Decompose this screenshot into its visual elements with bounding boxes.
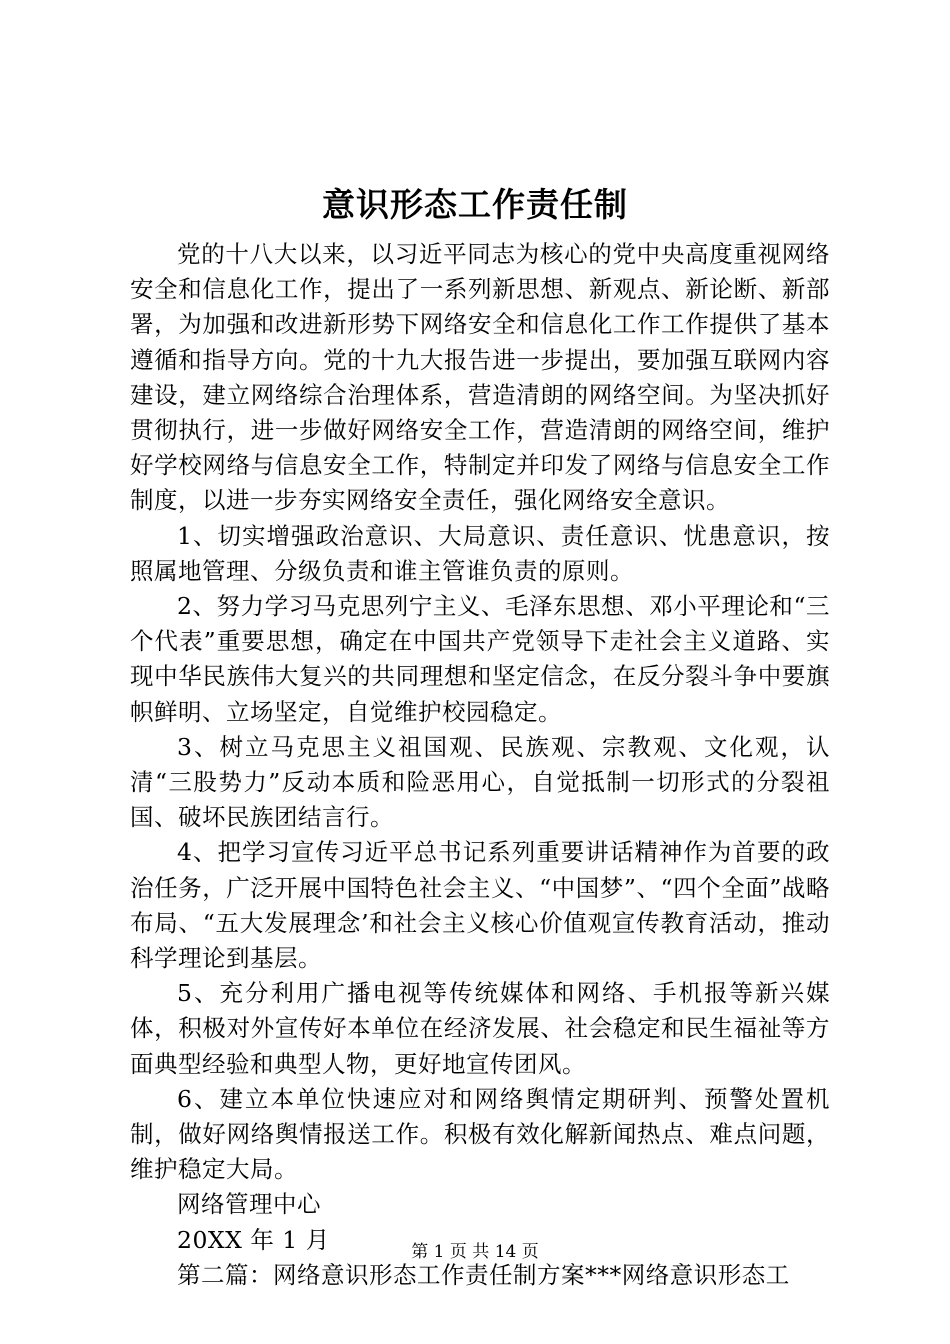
- next-section-heading: 第二篇：网络意识形态工作责任制方案***网络意识形态工: [177, 1260, 790, 1289]
- item-paragraph-5: 5、充分利用广播电视等传统媒体和网络、手机报等新兴媒体，积极对外宣传好本单位在经济发展、社会稳定和民生福祉等方面典型经验和典型人物，更好地宣传团风。: [130, 979, 830, 1078]
- date-line: 20XX 年 1 月: [177, 1225, 330, 1254]
- item-paragraph-1: 1、切实增强政治意识、大局意识、责任意识、忧患意识，按照属地管理、分级负责和谁主管谁负责的原则。: [130, 521, 830, 585]
- document-body: [130, 237, 830, 1293]
- item-paragraph-6: 6、建立本单位快速应对和网络舆情定期研判、预警处置机制，做好网络舆情报送工作。积极有效化解新闻热点、难点问题，维护稳定大局。: [130, 1084, 830, 1184]
- intro-paragraph: 党的十八大以来，以习近平同志为核心的党中央高度重视网络安全和信息化工作，提出了一系列新思想、新观点、新论断、新部署，为加强和改进新形势下网络安全和信息化工作工作提供了基本遵循和指导方向。党的十九大报告进一步提出，要加强互联网内容建设，建立网络综合治理体系，营造清朗的网络空间。为坚决抓好贯彻执行，进一步做好网络安全工作，营造清朗的网络空间，维护好学校网络与信息安全工作，特制定并印发了网络与信息安全工作制度，以进一步夯实网络安全责任，强化网络安全意识。: [130, 240, 830, 515]
- item-paragraph-2: 2、努力学习马克思列宁主义、毛泽东思想、邓小平理论和“三个代表”重要思想，确定在中国共产党领导下走社会主义道路、实现中华民族伟大复兴的共同理想和坚定信念，在反分裂斗争中要旗帜鲜明、立场坚定，自觉维护校园稳定。: [130, 592, 830, 726]
- item-paragraph-3: 3、树立马克思主义祖国观、民族观、宗教观、文化观，认清“三股势力”反动本质和险恶用心，自觉抵制一切形式的分裂祖国、破坏民族团结言行。: [130, 732, 830, 832]
- document-title: 意识形态工作责任制: [322, 185, 628, 224]
- item-paragraph-4: 4、把学习宣传习近平总书记系列重要讲话精神作为首要的政治任务，广泛开展中国特色社会主义、“中国梦”、“四个全面”战略布局、“五大发展理念’和社会主义核心价值观宣传教育活动，推动科学理论到基层。: [130, 838, 830, 973]
- signature-line: 网络管理中心: [177, 1190, 321, 1219]
- page-footer: 第 1 页 共 14 页: [411, 1242, 539, 1262]
